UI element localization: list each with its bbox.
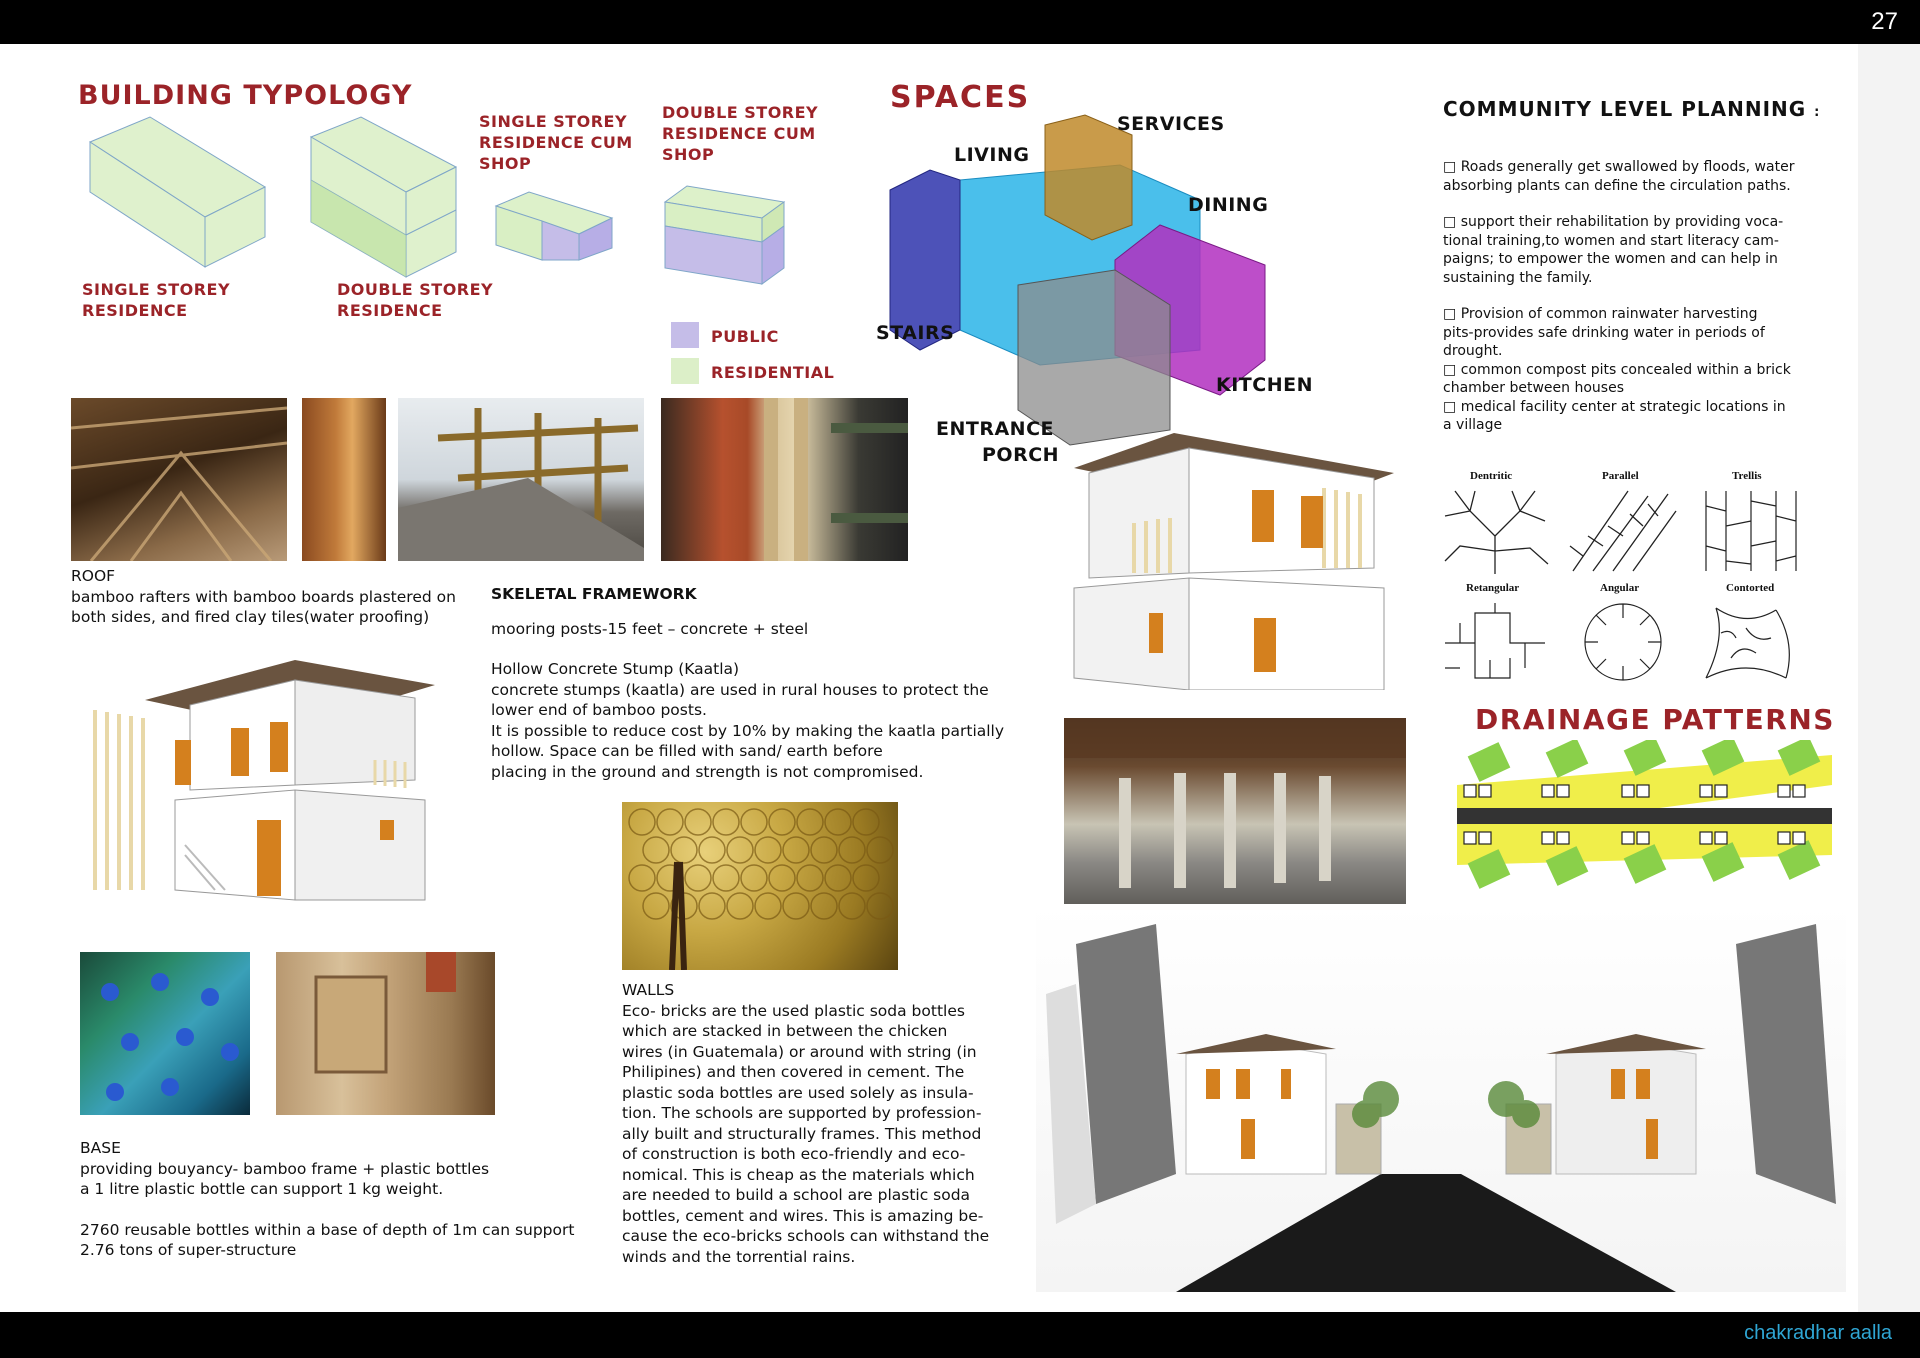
community-point-3: □ Provision of common rainwater harvesting pits-provides safe drinking water in periods of drought. <box>1443 306 1765 359</box>
skeletal-framework-text: SKELETAL FRAMEWORK mooring posts-15 feet – concrete + steel Hollow Concrete Stump (Kaatla) concrete stumps (kaatla) are used in rural houses to protect the lower end of bamboo posts. It is possible to reduce cost by 10% by making the kaatla partially hollow. Space can be filled with sand/ earth before placing in the ground and strength is not compromised. <box>491 585 1005 781</box>
street-perspective-render <box>1036 904 1846 1292</box>
pattern-label-angular: Angular <box>1600 582 1640 594</box>
spaces-diagram <box>870 110 1290 450</box>
kaatla-stump-photo <box>661 398 908 561</box>
plastic-bottles-photo <box>80 952 250 1115</box>
top-bar <box>0 0 1920 44</box>
spaces-label-porch: PORCH <box>982 444 1060 466</box>
community-point-4: □ common compost pits concealed within a brick chamber between houses <box>1443 361 1791 396</box>
author-credit: chakradhar aalla <box>1744 1322 1892 1344</box>
pattern-label-retangular: Retangular <box>1466 582 1520 594</box>
house-elevation-illustration-left <box>85 650 435 910</box>
pattern-label-parallel: Parallel <box>1602 470 1639 482</box>
contorted-pattern-drawing <box>1696 598 1806 686</box>
double-storey-shop-label: DOUBLE STOREY RESIDENCE CUM SHOP <box>662 103 819 164</box>
spaces-label-entrance: ENTRANCE <box>936 418 1054 440</box>
community-point-2: □ support their rehabilitation by providing voca- tional training,to women and start literacy cam- paigns; to empower the women and can help in sustaining the family. <box>1443 214 1784 286</box>
single-storey-shop-diagram <box>494 188 624 263</box>
double-storey-box-diagram <box>306 112 466 282</box>
dentritic-pattern-drawing <box>1440 486 1550 574</box>
pattern-label-dentritic: Dentritic <box>1470 470 1513 482</box>
bottom-bar <box>0 1312 1920 1358</box>
parallel-pattern-drawing <box>1568 486 1678 574</box>
roof-text: ROOF bamboo rafters with bamboo boards plastered on both sides, and fired clay tiles(water proofing) <box>71 567 456 626</box>
spaces-label-dining: DINING <box>1188 194 1269 216</box>
sheet-edge <box>1858 44 1920 1312</box>
community-points <box>1443 158 1823 435</box>
legend-label-residential: RESIDENTIAL <box>711 363 835 382</box>
base-text: BASE providing bouyancy- bamboo frame + plastic bottles a 1 litre plastic bottle can support 1 kg weight. 2760 reusable bottles within a base of depth of 1m can support 2.76 tons of super-structure <box>80 1139 575 1259</box>
building-typology-title: BUILDING TYPOLOGY <box>78 80 413 111</box>
page-number: 27 <box>1871 8 1898 35</box>
walls-text: WALLS Eco- bricks are the used plastic soda bottles which are stacked in between the chicken wires (in Guatemala) or around with string (in Philipines) and then covered in cement. The plastic soda bottles are used solely as insula- tion. The schools are supported by profession- ally built and structurally frames. This method of construction is both eco-friendly and eco- nomical. This is cheap as the materials which are needed to build a school are plastic soda bottles, cement and wires. This is amazing be- cause the eco-bricks schools can withstand the winds and the torrential rains. <box>622 981 990 1266</box>
drainage-layout-diagram <box>1452 740 1832 895</box>
spaces-title: SPACES <box>890 80 1031 115</box>
trellis-pattern-drawing <box>1696 486 1806 574</box>
eco-brick-wall-photo <box>622 802 898 970</box>
double-storey-shop-diagram <box>662 180 792 288</box>
drainage-title: DRAINAGE PATTERNS <box>1475 703 1835 736</box>
double-storey-residence-label: DOUBLE STOREY RESIDENCE <box>337 280 494 320</box>
bamboo-wall-photo <box>276 952 495 1115</box>
legend-swatch-public <box>671 322 699 348</box>
spaces-label-stairs: STAIRS <box>876 322 955 344</box>
pattern-label-contorted: Contorted <box>1726 582 1775 594</box>
drainage-pattern-grid <box>1440 470 1810 685</box>
skeletal-framework-photo <box>398 398 644 561</box>
community-point-1: □ Roads generally get swallowed by floods, water absorbing plants can define the circulation paths. <box>1443 159 1795 194</box>
retangular-pattern-drawing <box>1440 598 1550 686</box>
single-storey-shop-label: SINGLE STOREY RESIDENCE CUM SHOP <box>479 112 633 173</box>
single-storey-box-diagram <box>80 112 275 277</box>
legend-swatch-residential <box>671 358 699 384</box>
community-point-5: □ medical facility center at strategic locations in a village <box>1443 398 1786 433</box>
spaces-label-services: SERVICES <box>1117 113 1225 135</box>
spaces-label-kitchen: KITCHEN <box>1216 374 1313 396</box>
single-storey-residence-label: SINGLE STOREY RESIDENCE <box>82 280 231 320</box>
spaces-label-living: LIVING <box>954 144 1030 166</box>
community-title: COMMUNITY LEVEL PLANNING : <box>1443 97 1821 121</box>
stilt-base-photo <box>1064 718 1406 911</box>
roof-photo-1 <box>71 398 287 561</box>
pattern-label-trellis: Trellis <box>1732 470 1762 482</box>
house-elevation-illustration-right <box>1064 428 1404 690</box>
angular-pattern-drawing <box>1568 598 1678 686</box>
legend-label-public: PUBLIC <box>711 327 779 346</box>
roof-photo-2 <box>302 398 386 561</box>
